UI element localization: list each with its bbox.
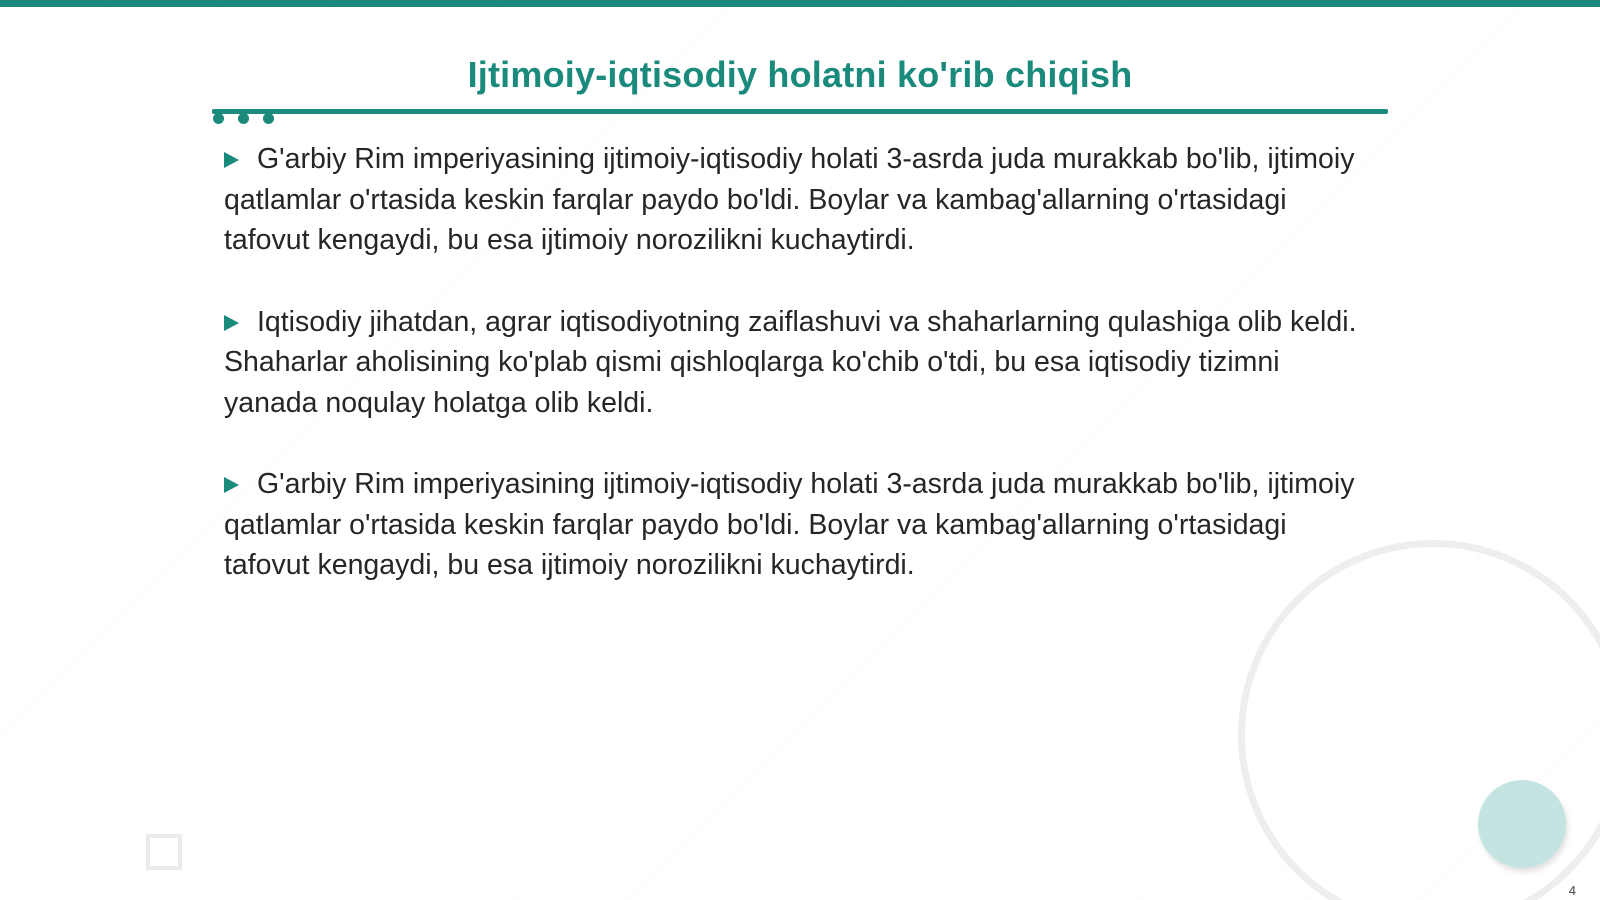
decorative-square bbox=[146, 834, 182, 870]
page-number: 4 bbox=[1568, 883, 1576, 898]
bullet-text: Iqtisodiy jihatdan, agrar iqtisodiyotning zaiflashuvi va shaharlarning qulashiga olib keldi. Shaharlar aholisining ko'plab qismi qishloqlarga ko'chib o'tdi, bu esa iqtisodiy tizimni yanada noqulay holatga olib keldi. bbox=[224, 305, 1357, 419]
underline-dot bbox=[213, 113, 224, 124]
underline-dot bbox=[263, 113, 274, 124]
bullet-list bbox=[224, 139, 1374, 627]
decorative-circle bbox=[1478, 780, 1566, 868]
bullet-text: G'arbiy Rim imperiyasining ijtimoiy-iqtisodiy holati 3-asrda juda murakkab bo'lib, ijtimoiy qatlamlar o'rtasida keskin farqlar paydo bo'ldi. Boylar va kambag'allarning o'rtasidagi tafovut kengaydi, bu esa ijtimoiy norozilikni kuchaytirdi. bbox=[224, 468, 1355, 581]
play-triangle-icon bbox=[224, 152, 239, 168]
underline-dot bbox=[238, 113, 249, 124]
bullet-text: G'arbiy Rim imperiyasining ijtimoiy-iqtisodiy holati 3-asrda juda murakkab bo'lib, ijtimoiy qatlamlar o'rtasida keskin farqlar paydo bo'ldi. Boylar va kambag'allarning o'rtasidagi tafovut kengaydi, bu esa ijtimoiy norozilikni kuchaytirdi. bbox=[224, 143, 1355, 256]
top-accent-bar bbox=[0, 0, 1600, 7]
title-underline bbox=[212, 109, 1388, 114]
slide-title: Ijtimoiy-iqtisodiy holatni ko'rib chiqish bbox=[467, 54, 1133, 95]
play-triangle-icon bbox=[224, 315, 239, 331]
bullet-item bbox=[224, 464, 1374, 586]
bullet-item bbox=[224, 139, 1374, 261]
play-triangle-icon bbox=[224, 477, 239, 493]
bullet-item bbox=[224, 302, 1374, 424]
